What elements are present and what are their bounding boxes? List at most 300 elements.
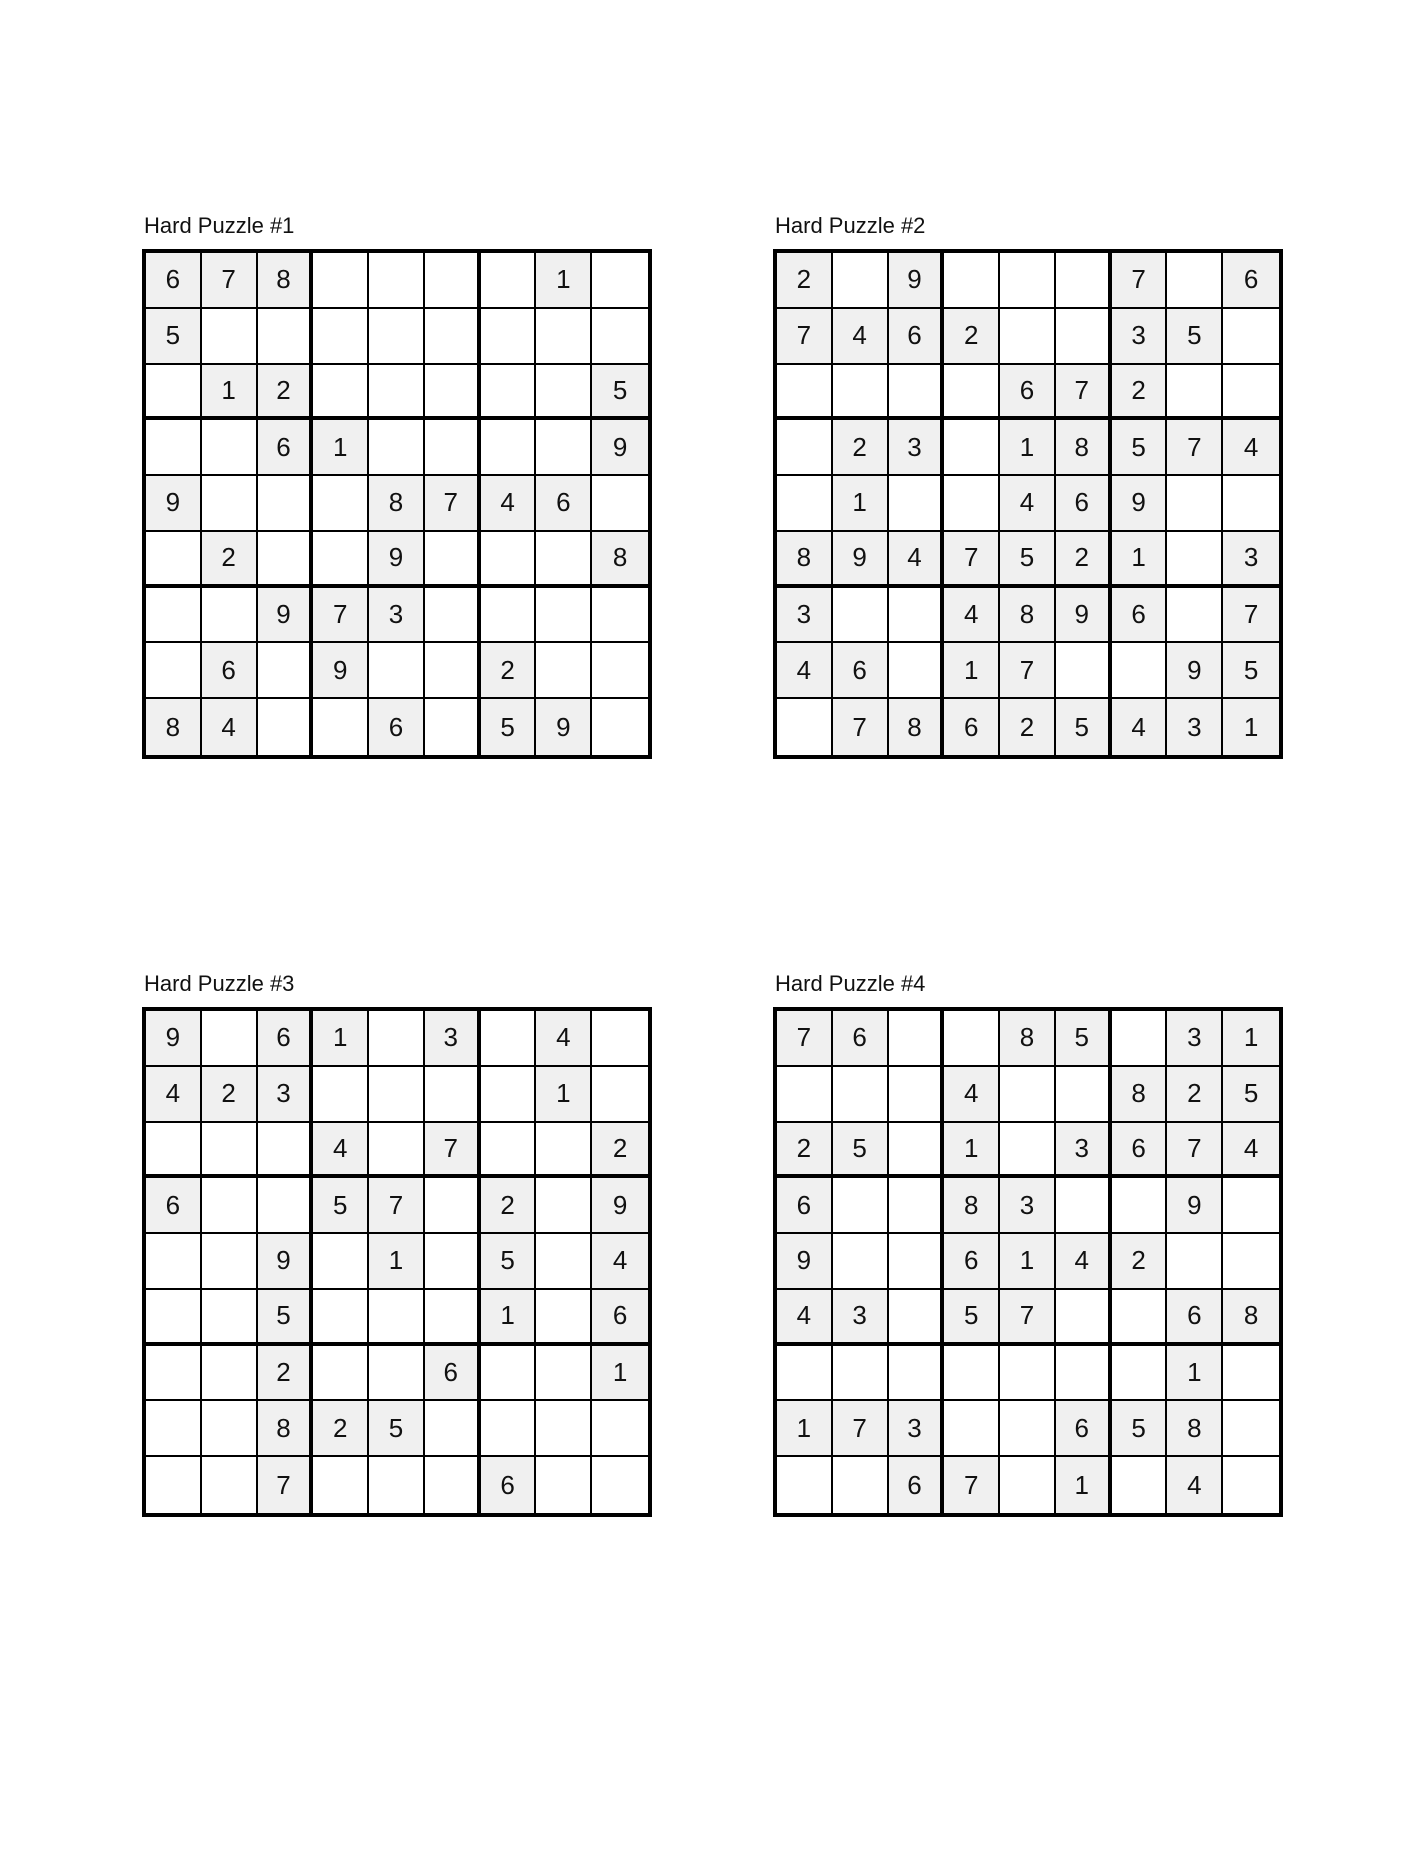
given-cell: 7 (777, 309, 833, 365)
empty-cell (481, 1346, 537, 1402)
empty-cell (944, 365, 1000, 421)
empty-cell (889, 1178, 945, 1234)
given-cell: 1 (777, 1401, 833, 1457)
given-cell: 6 (1000, 365, 1056, 421)
empty-cell (1056, 643, 1112, 699)
given-cell: 3 (889, 420, 945, 476)
given-cell: 4 (202, 699, 258, 755)
given-cell: 5 (481, 699, 537, 755)
given-cell: 5 (146, 309, 202, 365)
given-cell: 3 (1167, 1011, 1223, 1067)
given-cell: 4 (592, 1234, 648, 1290)
empty-cell (833, 588, 889, 644)
empty-cell (889, 365, 945, 421)
given-cell: 4 (481, 476, 537, 532)
empty-cell (258, 643, 314, 699)
empty-cell (369, 1067, 425, 1123)
given-cell: 6 (889, 1457, 945, 1513)
empty-cell (481, 420, 537, 476)
empty-cell (1056, 309, 1112, 365)
empty-cell (146, 365, 202, 421)
empty-cell (425, 253, 481, 309)
empty-cell (146, 588, 202, 644)
empty-cell (425, 365, 481, 421)
given-cell: 1 (313, 1011, 369, 1067)
given-cell: 9 (1056, 588, 1112, 644)
given-cell: 5 (1112, 1401, 1168, 1457)
given-cell: 1 (481, 1290, 537, 1346)
given-cell: 4 (833, 309, 889, 365)
given-cell: 1 (1223, 699, 1279, 755)
empty-cell (889, 476, 945, 532)
empty-cell (1000, 1401, 1056, 1457)
given-cell: 2 (202, 532, 258, 588)
empty-cell (146, 532, 202, 588)
empty-cell (1223, 365, 1279, 421)
empty-cell (425, 420, 481, 476)
given-cell: 2 (313, 1401, 369, 1457)
given-cell: 4 (1000, 476, 1056, 532)
empty-cell (833, 253, 889, 309)
given-cell: 9 (1167, 1178, 1223, 1234)
puzzle-title: Hard Puzzle #2 (775, 213, 926, 238)
empty-cell (369, 1290, 425, 1346)
given-cell: 3 (889, 1401, 945, 1457)
empty-cell (1223, 309, 1279, 365)
empty-cell (369, 420, 425, 476)
given-cell: 6 (1167, 1290, 1223, 1346)
empty-cell (536, 365, 592, 421)
empty-cell (313, 1457, 369, 1513)
given-cell: 9 (1167, 643, 1223, 699)
given-cell: 8 (944, 1178, 1000, 1234)
given-cell: 7 (313, 588, 369, 644)
given-cell: 1 (202, 365, 258, 421)
given-cell: 2 (258, 365, 314, 421)
given-cell: 2 (777, 253, 833, 309)
given-cell: 8 (146, 699, 202, 755)
empty-cell (146, 643, 202, 699)
given-cell: 6 (777, 1178, 833, 1234)
empty-cell (889, 1290, 945, 1346)
empty-cell (313, 1290, 369, 1346)
given-cell: 8 (592, 532, 648, 588)
empty-cell (146, 1457, 202, 1513)
given-cell: 7 (944, 1457, 1000, 1513)
given-cell: 2 (1000, 699, 1056, 755)
given-cell: 6 (536, 476, 592, 532)
empty-cell (481, 253, 537, 309)
given-cell: 7 (777, 1011, 833, 1067)
given-cell: 6 (944, 699, 1000, 755)
empty-cell (202, 476, 258, 532)
empty-cell (146, 1290, 202, 1346)
empty-cell (146, 1346, 202, 1402)
given-cell: 4 (777, 643, 833, 699)
given-cell: 2 (592, 1123, 648, 1179)
given-cell: 2 (1056, 532, 1112, 588)
empty-cell (258, 1178, 314, 1234)
empty-cell (889, 1346, 945, 1402)
empty-cell (1000, 1457, 1056, 1513)
empty-cell (481, 588, 537, 644)
given-cell: 1 (1000, 420, 1056, 476)
given-cell: 7 (1112, 253, 1168, 309)
given-cell: 6 (944, 1234, 1000, 1290)
empty-cell (146, 1401, 202, 1457)
empty-cell (313, 699, 369, 755)
given-cell: 3 (258, 1067, 314, 1123)
given-cell: 6 (146, 1178, 202, 1234)
empty-cell (777, 1067, 833, 1123)
empty-cell (1112, 1457, 1168, 1513)
empty-cell (1056, 1346, 1112, 1402)
empty-cell (369, 1123, 425, 1179)
given-cell: 7 (425, 1123, 481, 1179)
empty-cell (1223, 476, 1279, 532)
empty-cell (202, 1011, 258, 1067)
empty-cell (833, 365, 889, 421)
empty-cell (536, 309, 592, 365)
empty-cell (592, 253, 648, 309)
given-cell: 3 (1112, 309, 1168, 365)
given-cell: 4 (889, 532, 945, 588)
empty-cell (425, 309, 481, 365)
empty-cell (313, 309, 369, 365)
empty-cell (313, 476, 369, 532)
given-cell: 5 (833, 1123, 889, 1179)
empty-cell (481, 309, 537, 365)
empty-cell (425, 1290, 481, 1346)
given-cell: 1 (944, 1123, 1000, 1179)
given-cell: 6 (833, 1011, 889, 1067)
given-cell: 7 (833, 699, 889, 755)
given-cell: 1 (1167, 1346, 1223, 1402)
empty-cell (592, 699, 648, 755)
given-cell: 6 (889, 309, 945, 365)
empty-cell (1223, 1178, 1279, 1234)
empty-cell (777, 1457, 833, 1513)
given-cell: 4 (1223, 1123, 1279, 1179)
empty-cell (536, 1346, 592, 1402)
empty-cell (313, 253, 369, 309)
sudoku-grid (142, 1007, 652, 1517)
given-cell: 9 (146, 476, 202, 532)
empty-cell (425, 532, 481, 588)
given-cell: 9 (258, 588, 314, 644)
empty-cell (777, 476, 833, 532)
empty-cell (833, 1457, 889, 1513)
given-cell: 5 (1056, 699, 1112, 755)
given-cell: 5 (1167, 309, 1223, 365)
empty-cell (833, 1346, 889, 1402)
empty-cell (1167, 365, 1223, 421)
given-cell: 6 (258, 1011, 314, 1067)
given-cell: 1 (313, 420, 369, 476)
given-cell: 1 (944, 643, 1000, 699)
given-cell: 7 (1000, 643, 1056, 699)
empty-cell (1056, 253, 1112, 309)
empty-cell (944, 476, 1000, 532)
given-cell: 1 (536, 253, 592, 309)
given-cell: 8 (1167, 1401, 1223, 1457)
given-cell: 6 (202, 643, 258, 699)
given-cell: 6 (258, 420, 314, 476)
given-cell: 9 (313, 643, 369, 699)
empty-cell (202, 588, 258, 644)
empty-cell (1056, 1067, 1112, 1123)
given-cell: 2 (481, 643, 537, 699)
empty-cell (202, 309, 258, 365)
given-cell: 2 (944, 309, 1000, 365)
given-cell: 3 (833, 1290, 889, 1346)
empty-cell (889, 1067, 945, 1123)
empty-cell (1223, 1457, 1279, 1513)
empty-cell (1223, 1401, 1279, 1457)
given-cell: 3 (1000, 1178, 1056, 1234)
empty-cell (1223, 1234, 1279, 1290)
empty-cell (369, 309, 425, 365)
empty-cell (1167, 476, 1223, 532)
empty-cell (592, 1067, 648, 1123)
empty-cell (1112, 1346, 1168, 1402)
empty-cell (146, 420, 202, 476)
given-cell: 5 (592, 365, 648, 421)
empty-cell (592, 1401, 648, 1457)
empty-cell (313, 1234, 369, 1290)
empty-cell (889, 1011, 945, 1067)
empty-cell (592, 1011, 648, 1067)
given-cell: 1 (536, 1067, 592, 1123)
given-cell: 4 (1112, 699, 1168, 755)
empty-cell (481, 1011, 537, 1067)
given-cell: 8 (1056, 420, 1112, 476)
given-cell: 9 (258, 1234, 314, 1290)
given-cell: 5 (481, 1234, 537, 1290)
given-cell: 6 (369, 699, 425, 755)
empty-cell (369, 1457, 425, 1513)
given-cell: 3 (425, 1011, 481, 1067)
given-cell: 9 (592, 420, 648, 476)
empty-cell (1056, 1290, 1112, 1346)
empty-cell (536, 1123, 592, 1179)
given-cell: 2 (833, 420, 889, 476)
empty-cell (202, 1346, 258, 1402)
given-cell: 2 (1167, 1067, 1223, 1123)
given-cell: 8 (1112, 1067, 1168, 1123)
given-cell: 2 (777, 1123, 833, 1179)
empty-cell (481, 532, 537, 588)
empty-cell (369, 253, 425, 309)
given-cell: 7 (1167, 420, 1223, 476)
given-cell: 6 (1112, 1123, 1168, 1179)
empty-cell (258, 1123, 314, 1179)
given-cell: 5 (944, 1290, 1000, 1346)
given-cell: 3 (1056, 1123, 1112, 1179)
empty-cell (425, 1457, 481, 1513)
empty-cell (536, 1401, 592, 1457)
given-cell: 9 (1112, 476, 1168, 532)
empty-cell (1167, 253, 1223, 309)
given-cell: 6 (146, 253, 202, 309)
empty-cell (202, 1123, 258, 1179)
empty-cell (425, 1234, 481, 1290)
given-cell: 5 (369, 1401, 425, 1457)
empty-cell (1167, 532, 1223, 588)
empty-cell (889, 643, 945, 699)
empty-cell (1056, 1178, 1112, 1234)
given-cell: 6 (1056, 476, 1112, 532)
empty-cell (592, 309, 648, 365)
empty-cell (202, 1234, 258, 1290)
empty-cell (202, 1178, 258, 1234)
empty-cell (425, 1178, 481, 1234)
empty-cell (592, 476, 648, 532)
empty-cell (1000, 253, 1056, 309)
empty-cell (313, 1346, 369, 1402)
empty-cell (833, 1178, 889, 1234)
given-cell: 7 (833, 1401, 889, 1457)
given-cell: 5 (258, 1290, 314, 1346)
given-cell: 8 (258, 1401, 314, 1457)
empty-cell (777, 699, 833, 755)
empty-cell (369, 365, 425, 421)
given-cell: 5 (1112, 420, 1168, 476)
given-cell: 7 (1223, 588, 1279, 644)
empty-cell (146, 1234, 202, 1290)
given-cell: 4 (146, 1067, 202, 1123)
given-cell: 3 (777, 588, 833, 644)
empty-cell (833, 1067, 889, 1123)
empty-cell (425, 1067, 481, 1123)
empty-cell (481, 1067, 537, 1123)
given-cell: 7 (944, 532, 1000, 588)
given-cell: 1 (1056, 1457, 1112, 1513)
empty-cell (889, 1234, 945, 1290)
empty-cell (777, 1346, 833, 1402)
empty-cell (202, 420, 258, 476)
given-cell: 5 (1056, 1011, 1112, 1067)
given-cell: 5 (313, 1178, 369, 1234)
given-cell: 6 (425, 1346, 481, 1402)
given-cell: 1 (369, 1234, 425, 1290)
given-cell: 4 (536, 1011, 592, 1067)
empty-cell (889, 588, 945, 644)
empty-cell (536, 1234, 592, 1290)
given-cell: 7 (1056, 365, 1112, 421)
puzzle-title: Hard Puzzle #1 (144, 213, 295, 238)
given-cell: 4 (1167, 1457, 1223, 1513)
empty-cell (592, 643, 648, 699)
sudoku-grid (773, 1007, 1283, 1517)
given-cell: 1 (1112, 532, 1168, 588)
given-cell: 9 (889, 253, 945, 309)
empty-cell (313, 1067, 369, 1123)
empty-cell (202, 1457, 258, 1513)
empty-cell (777, 420, 833, 476)
given-cell: 8 (1000, 588, 1056, 644)
given-cell: 2 (1112, 365, 1168, 421)
empty-cell (369, 643, 425, 699)
puzzle-title: Hard Puzzle #3 (144, 971, 295, 996)
empty-cell (536, 532, 592, 588)
sudoku-grid (773, 249, 1283, 759)
given-cell: 1 (592, 1346, 648, 1402)
empty-cell (777, 365, 833, 421)
empty-cell (536, 588, 592, 644)
given-cell: 2 (1112, 1234, 1168, 1290)
empty-cell (944, 253, 1000, 309)
given-cell: 5 (1000, 532, 1056, 588)
given-cell: 8 (777, 532, 833, 588)
empty-cell (1112, 1290, 1168, 1346)
empty-cell (592, 1457, 648, 1513)
given-cell: 6 (1223, 253, 1279, 309)
given-cell: 2 (481, 1178, 537, 1234)
given-cell: 3 (1223, 532, 1279, 588)
given-cell: 4 (777, 1290, 833, 1346)
empty-cell (1000, 1346, 1056, 1402)
empty-cell (258, 476, 314, 532)
empty-cell (425, 643, 481, 699)
given-cell: 9 (536, 699, 592, 755)
empty-cell (258, 699, 314, 755)
given-cell: 9 (146, 1011, 202, 1067)
empty-cell (1223, 1346, 1279, 1402)
given-cell: 6 (1056, 1401, 1112, 1457)
given-cell: 1 (1223, 1011, 1279, 1067)
given-cell: 3 (369, 588, 425, 644)
given-cell: 7 (369, 1178, 425, 1234)
given-cell: 1 (833, 476, 889, 532)
given-cell: 7 (202, 253, 258, 309)
empty-cell (833, 1234, 889, 1290)
empty-cell (425, 699, 481, 755)
given-cell: 4 (313, 1123, 369, 1179)
empty-cell (425, 588, 481, 644)
given-cell: 7 (425, 476, 481, 532)
empty-cell (1112, 1178, 1168, 1234)
empty-cell (592, 588, 648, 644)
empty-cell (1112, 643, 1168, 699)
given-cell: 9 (833, 532, 889, 588)
given-cell: 8 (889, 699, 945, 755)
sudoku-grid (142, 249, 652, 759)
empty-cell (1167, 588, 1223, 644)
given-cell: 6 (1112, 588, 1168, 644)
empty-cell (944, 1346, 1000, 1402)
empty-cell (313, 532, 369, 588)
given-cell: 8 (369, 476, 425, 532)
given-cell: 4 (944, 588, 1000, 644)
empty-cell (202, 1401, 258, 1457)
empty-cell (369, 1011, 425, 1067)
empty-cell (146, 1123, 202, 1179)
given-cell: 3 (1167, 699, 1223, 755)
empty-cell (258, 309, 314, 365)
given-cell: 2 (202, 1067, 258, 1123)
puzzle-title: Hard Puzzle #4 (775, 971, 926, 996)
given-cell: 5 (1223, 1067, 1279, 1123)
empty-cell (1167, 1234, 1223, 1290)
empty-cell (536, 1290, 592, 1346)
empty-cell (1112, 1011, 1168, 1067)
given-cell: 6 (833, 643, 889, 699)
empty-cell (425, 1401, 481, 1457)
empty-cell (369, 1346, 425, 1402)
empty-cell (536, 643, 592, 699)
empty-cell (1000, 1123, 1056, 1179)
